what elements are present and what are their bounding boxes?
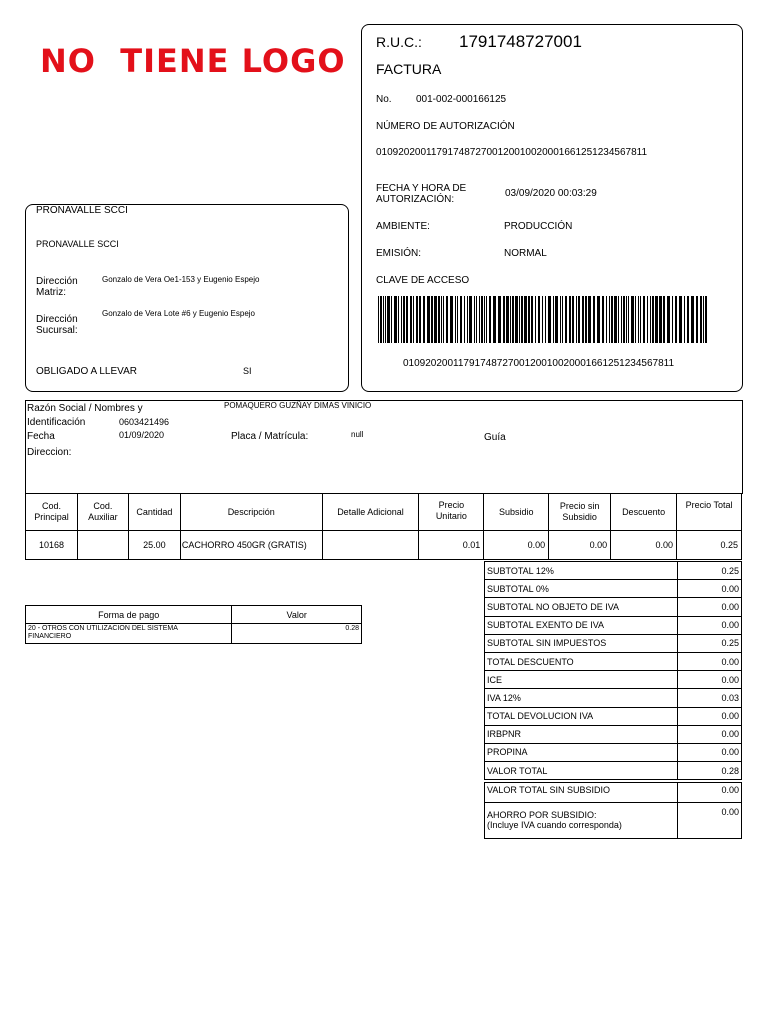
buyer-id-value: 0603421496	[119, 417, 170, 427]
barcode-bar	[631, 296, 634, 343]
totals-value: 0.03	[678, 689, 742, 707]
barcode-bar	[506, 296, 509, 343]
barcode-bar	[679, 296, 682, 343]
table-row	[26, 624, 362, 644]
items-table	[25, 493, 742, 560]
barcode-bar	[675, 296, 677, 343]
payment-method-header: Forma de pago	[26, 606, 232, 624]
barcode-bar	[427, 296, 430, 343]
barcode-bar	[535, 296, 536, 343]
barcode-bar	[628, 296, 629, 343]
totals-value: 0.28	[678, 762, 742, 780]
matriz-address-label-2: Matriz:	[36, 287, 66, 298]
barcode-bar	[555, 296, 558, 343]
barcode-bar	[467, 296, 468, 343]
barcode-bar	[455, 296, 456, 343]
access-key-label: CLAVE DE ACCESO	[376, 275, 470, 286]
barcode-bar	[403, 296, 405, 343]
payment-table	[25, 605, 362, 644]
barcode-bar	[672, 296, 673, 343]
barcode-bar	[398, 296, 399, 343]
totals-value: 0.00	[678, 671, 742, 689]
subsidy-row	[485, 803, 742, 839]
barcode-bar	[406, 296, 408, 343]
barcode-bar	[691, 296, 694, 343]
barcode-bar	[416, 296, 418, 343]
totals-row	[485, 598, 742, 616]
totals-label: IVA 12%	[485, 689, 678, 707]
barcode-bar	[538, 296, 540, 343]
auth-date-label-1: FECHA Y HORA DE	[376, 183, 467, 194]
auth-date-label-2: AUTORIZACIÓN:	[376, 194, 455, 205]
barcode-bar	[410, 296, 412, 343]
barcode-bar	[489, 296, 491, 343]
totals-label: TOTAL DESCUENTO	[485, 652, 678, 670]
barcode-bar	[545, 296, 546, 343]
barcode-bar	[562, 296, 563, 343]
barcode-bar	[588, 296, 591, 343]
totals-row	[485, 671, 742, 689]
barcode-bar	[560, 296, 561, 343]
barcode-bar	[696, 296, 698, 343]
auth-number-value: 0109202001179174872700120010020001661251234567811	[376, 147, 648, 158]
branch-address-label-2: Sucursal:	[36, 325, 78, 336]
totals-value: 0.00	[678, 598, 742, 616]
totals-label: SUBTOTAL 0%	[485, 580, 678, 598]
totals-value: 0.25	[678, 562, 742, 580]
barcode-bar	[553, 296, 554, 343]
barcode-bar	[528, 296, 530, 343]
table-row	[26, 531, 742, 560]
buyer-date-value: 01/09/2020	[119, 430, 165, 440]
totals-row	[485, 707, 742, 725]
doc-type: FACTURA	[376, 61, 442, 77]
barcode-bar	[602, 296, 604, 343]
barcode-bar	[469, 296, 472, 343]
col-header-detalle-adicional: Detalle Adicional	[322, 494, 419, 531]
ruc-label: R.U.C.:	[376, 34, 422, 50]
barcode-bar	[521, 296, 523, 343]
issuer-business-name: PRONAVALLE SCCI	[36, 205, 128, 216]
totals-table	[484, 561, 742, 780]
guide-label: Guía	[484, 432, 506, 443]
totals-label: SUBTOTAL 12%	[485, 562, 678, 580]
barcode-bar	[443, 296, 444, 343]
barcode-bar	[413, 296, 414, 343]
barcode-bar	[611, 296, 613, 343]
barcode-bar	[640, 296, 641, 343]
barcode-bar	[569, 296, 571, 343]
barcode-bar	[498, 296, 501, 343]
barcode-bar	[565, 296, 567, 343]
barcode-bar	[705, 296, 707, 343]
barcode-bar	[460, 296, 462, 343]
ambiente-value: PRODUCCIÓN	[504, 221, 573, 232]
col-header-cantidad: Cantidad	[128, 494, 180, 531]
totals-label: VALOR TOTAL	[485, 762, 678, 780]
items-header-row	[26, 494, 742, 531]
barcode-bar	[542, 296, 543, 343]
invoice-no-label: No.	[376, 94, 392, 105]
totals-row	[485, 616, 742, 634]
emision-label: EMISIÓN:	[376, 248, 422, 259]
barcode-bar	[524, 296, 527, 343]
auth-date-value: 03/09/2020 00:03:29	[505, 188, 597, 199]
barcode-bar	[606, 296, 607, 343]
subsidy-table	[484, 782, 742, 839]
totals-label: ICE	[485, 671, 678, 689]
barcode-bar	[684, 296, 685, 343]
barcode-bar	[486, 296, 487, 343]
barcode-bar	[512, 296, 514, 343]
access-key-value: 0109202001179174872700120010020001661251234567811	[403, 358, 675, 369]
barcode-bar	[434, 296, 437, 343]
barcode-bar	[618, 296, 619, 343]
barcode-bar	[484, 296, 485, 343]
barcode-bar	[519, 296, 520, 343]
barcode-bar	[643, 296, 645, 343]
buyer-info-box	[25, 400, 743, 494]
ambiente-label: AMBIENTE:	[376, 221, 430, 232]
accounting-required-value: SI	[243, 366, 252, 376]
payment-value-header: Valor	[232, 606, 362, 624]
payment-value-cell: 0.28	[232, 624, 362, 644]
branch-address-label-1: Dirección	[36, 314, 78, 325]
barcode-bar	[450, 296, 453, 343]
barcode-bar	[623, 296, 625, 343]
barcode-bar	[703, 296, 704, 343]
buyer-name-label: Razón Social / Nombres y	[27, 403, 143, 414]
totals-value: 0.00	[678, 743, 742, 761]
plate-value: null	[351, 430, 364, 439]
barcode-bar	[438, 296, 440, 343]
subsidy-savings-label-2: (Incluye IVA cuando corresponda)	[487, 819, 622, 830]
barcode-bar	[431, 296, 433, 343]
barcode-bar	[446, 296, 448, 343]
col-header-cod-principal: Cod. Principal	[26, 494, 78, 531]
subsidy-row	[485, 783, 742, 803]
col-header-precio-unitario: Precio Unitario	[419, 494, 484, 531]
barcode-bar	[621, 296, 622, 343]
cell-detalle-adicional	[322, 531, 419, 560]
barcode-bar	[609, 296, 610, 343]
barcode-bar	[387, 296, 390, 343]
col-header-cod-auxiliar: Cod. Auxiliar	[77, 494, 128, 531]
totals-row	[485, 652, 742, 670]
barcode-bar	[572, 296, 574, 343]
cell-cantidad: 25.00	[128, 531, 180, 560]
barcode-bar	[635, 296, 636, 343]
totals-label: SUBTOTAL NO OBJETO DE IVA	[485, 598, 678, 616]
barcode-bar	[457, 296, 458, 343]
totals-row	[485, 580, 742, 598]
branch-address-value: Gonzalo de Vera Lote #6 y Eugenio Espejo	[102, 309, 255, 318]
plate-label: Placa / Matrícula:	[231, 431, 309, 442]
subsidy-total-label: VALOR TOTAL SIN SUBSIDIO	[485, 783, 678, 803]
subsidy-savings-value: 0.00	[678, 803, 742, 839]
barcode-bar	[548, 296, 551, 343]
totals-row	[485, 634, 742, 652]
issuer-trade-name: PRONAVALLE SCCI	[36, 239, 119, 249]
totals-label: IRBPNR	[485, 725, 678, 743]
totals-value: 0.00	[678, 707, 742, 725]
barcode-bar	[481, 296, 483, 343]
barcode-bar	[578, 296, 580, 343]
barcode-bar	[659, 296, 662, 343]
barcode-bar	[479, 296, 480, 343]
barcode-bar	[419, 296, 421, 343]
buyer-id-label: Identificación	[27, 417, 86, 428]
totals-value: 0.00	[678, 725, 742, 743]
buyer-date-label: Fecha	[27, 431, 55, 442]
totals-value: 0.00	[678, 616, 742, 634]
totals-row	[485, 562, 742, 580]
col-header-precio-sin-subsidio: Precio sin Subsidio	[549, 494, 611, 531]
barcode-bar	[614, 296, 617, 343]
totals-label: PROPINA	[485, 743, 678, 761]
auth-number-label: NÚMERO DE AUTORIZACIÓN	[376, 121, 515, 132]
barcode-bar	[503, 296, 505, 343]
payment-method-line-1: 20 - OTROS CON UTILIZACION DEL SISTEMA	[28, 625, 178, 632]
accounting-required-label: OBLIGADO A LLEVAR	[36, 366, 137, 377]
subsidy-savings-label	[485, 803, 678, 839]
payment-method-cell	[26, 624, 232, 644]
barcode-bar	[401, 296, 402, 343]
barcode-bar	[493, 296, 496, 343]
matriz-address-label-1: Dirección	[36, 276, 78, 287]
barcode-bar	[667, 296, 670, 343]
ruc-value: 1791748727001	[459, 32, 582, 51]
barcode-bar	[585, 296, 587, 343]
cell-descuento: 0.00	[611, 531, 677, 560]
totals-row	[485, 689, 742, 707]
barcode-bar	[423, 296, 425, 343]
barcode-image	[378, 296, 708, 343]
cell-subsidio: 0.00	[484, 531, 549, 560]
barcode-bar	[385, 296, 386, 343]
issuer-box	[25, 204, 349, 392]
col-header-descuento: Descuento	[611, 494, 677, 531]
barcode-bar	[663, 296, 665, 343]
totals-value: 0.00	[678, 652, 742, 670]
barcode-bar	[650, 296, 651, 343]
payment-method-line-2: FINANCIERO	[28, 633, 72, 641]
barcode-bar	[476, 296, 477, 343]
barcode-bar	[593, 296, 595, 343]
totals-row	[485, 762, 742, 780]
barcode-bar	[576, 296, 577, 343]
barcode-bar	[687, 296, 689, 343]
totals-value: 0.00	[678, 580, 742, 598]
col-header-precio-total: Precio Total	[677, 494, 742, 531]
barcode-bar	[597, 296, 600, 343]
barcode-bar	[515, 296, 518, 343]
barcode-bar	[647, 296, 648, 343]
barcode-bar	[582, 296, 584, 343]
cell-descripcion: CACHORRO 450GR (GRATIS)	[180, 531, 322, 560]
subsidy-savings-label-1: AHORRO POR SUBSIDIO:	[487, 810, 597, 820]
buyer-name-value: POMAQUERO GUZÑAY DIMAS VINICIO	[224, 401, 372, 410]
barcode-bar	[652, 296, 654, 343]
payment-header-row	[26, 606, 362, 624]
totals-value: 0.25	[678, 634, 742, 652]
barcode-bar	[441, 296, 442, 343]
invoice-no-value: 001-002-000166125	[416, 94, 507, 105]
totals-row	[485, 725, 742, 743]
emision-value: NORMAL	[504, 248, 547, 259]
barcode-bar	[383, 296, 384, 343]
barcode-bar	[510, 296, 511, 343]
barcode-bar	[378, 296, 379, 343]
barcode-bar	[394, 296, 397, 343]
matriz-address-value: Gonzalo de Vera Oe1-153 y Eugenio Espejo	[102, 275, 260, 284]
col-header-subsidio: Subsidio	[484, 494, 549, 531]
barcode-bar	[380, 296, 382, 343]
totals-label: SUBTOTAL SIN IMPUESTOS	[485, 634, 678, 652]
cell-precio-unitario: 0.01	[419, 531, 484, 560]
totals-label: SUBTOTAL EXENTO DE IVA	[485, 616, 678, 634]
barcode-bar	[655, 296, 658, 343]
logo-placeholder: NO TIENE LOGO	[40, 42, 346, 80]
barcode-bar	[391, 296, 392, 343]
cell-cod-auxiliar	[77, 531, 128, 560]
buyer-address-label: Direccion:	[27, 447, 72, 458]
barcode-bar	[474, 296, 475, 343]
totals-label: TOTAL DEVOLUCION IVA	[485, 707, 678, 725]
barcode-bar	[464, 296, 465, 343]
cell-precio-sin-subsidio: 0.00	[549, 531, 611, 560]
barcode-bar	[700, 296, 702, 343]
cell-cod-principal: 10168	[26, 531, 78, 560]
barcode-bar	[638, 296, 639, 343]
totals-row	[485, 743, 742, 761]
cell-precio-total: 0.25	[677, 531, 742, 560]
col-header-descripcion: Descripción	[180, 494, 322, 531]
barcode-bar	[626, 296, 627, 343]
subsidy-total-value: 0.00	[678, 783, 742, 803]
barcode-bar	[531, 296, 533, 343]
